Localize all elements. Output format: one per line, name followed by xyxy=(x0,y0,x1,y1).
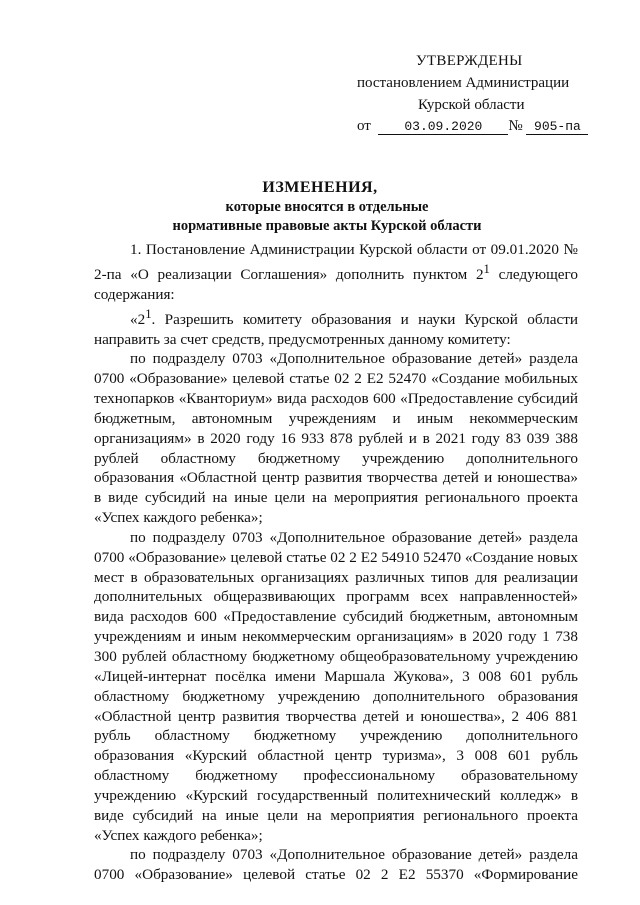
paragraph-3: по подразделу 0703 «Дополнительное образование детей» раздела 0700 «Образование» целевой статье 02 2 E2 52470 «Создание мобильных технопарков «Кванториум» вида расходов 600 «Предоставление субсидий бюджетным, автономным учреждениям и иным некоммерческим организациям» в 2020 году 16 933 878 рублей и в 2021 году 83 039 388 рублей областному бюджетному учреждению дополнительного образования «Областной центр развития творчества детей и юношества» в виде субсидий на иные цели на мероприятия регионального проекта «Успех каждого ребенка»; xyxy=(94,350,578,527)
document-heading xyxy=(0,178,640,236)
paragraph-2 xyxy=(94,305,578,350)
approval-number: 905-па xyxy=(526,119,588,135)
paragraph-2-sup: 1 xyxy=(145,306,152,321)
approval-issuer-line: постановлением Администрации xyxy=(357,75,570,91)
approval-from-label: от xyxy=(357,118,371,134)
approval-number-label: № xyxy=(508,118,523,134)
document-subtitle-line2: нормативные правовые акты Курской области xyxy=(172,218,482,234)
paragraph-5: по подразделу 0703 «Дополнительное образование детей» раздела 0700 «Образование» целевой статье 02 2 E2 55370 «Формирование xyxy=(94,846,578,884)
document-subtitle-line1: которые вносятся в отдельные xyxy=(225,199,429,215)
approval-region-line: Курской области xyxy=(418,97,525,113)
paragraph-1-text-b: следующего содержания: xyxy=(94,265,578,303)
paragraph-1-text-a: 1. Постановление Администрации Курской области от 09.01.2020 № 2-па «О реализации Соглашения» дополнить пунктом 2 xyxy=(94,241,578,283)
document-body xyxy=(94,240,578,885)
approval-date-number-line xyxy=(357,117,588,135)
approval-stamp xyxy=(0,0,640,140)
document-title: ИЗМЕНЕНИЯ, xyxy=(262,179,378,196)
paragraph-4: по подразделу 0703 «Дополнительное образование детей» раздела 0700 «Образование» целевой статье 02 2 E2 54910 52470 «Создание новых мест в образовательных организациях различных типов для реализации дополнительных общеразвивающих программ всех направленностей» вида расходов 600 «Предоставление субсидий бюджетным, автономным учреждениям и иным некоммерческим организациям» в 2020 году 1 738 300 рублей областному бюджетному общеобразовательному учреждению «Лицей-интернат посёлка имени Маршала Жукова», 3 008 601 рубль областному бюджетному учреждению дополнительного образования «Областной центр развития творчества детей и юношества», 2 406 881 рубль областному бюджетному учреждению дополнительного образования «Курский областной центр туризма», 3 008 601 рубль областному бюджетному профессиональному образовательному учреждению «Курский государственный политехнический колледж» в виде субсидий на иные цели на мероприятия регионального проекта «Успех каждого ребенка»; xyxy=(94,528,578,844)
paragraph-1 xyxy=(94,240,578,305)
approval-title: УТВЕРЖДЕНЫ xyxy=(416,53,523,69)
paragraph-1-sup: 1 xyxy=(483,261,490,276)
paragraph-2-text-a: «2 xyxy=(130,310,146,328)
approval-date: 03.09.2020 xyxy=(378,119,508,135)
paragraph-2-text-b: . Разрешить комитету образования и науки Курской области направить за счет средств, предусмотренных данному комитету: xyxy=(94,310,578,348)
